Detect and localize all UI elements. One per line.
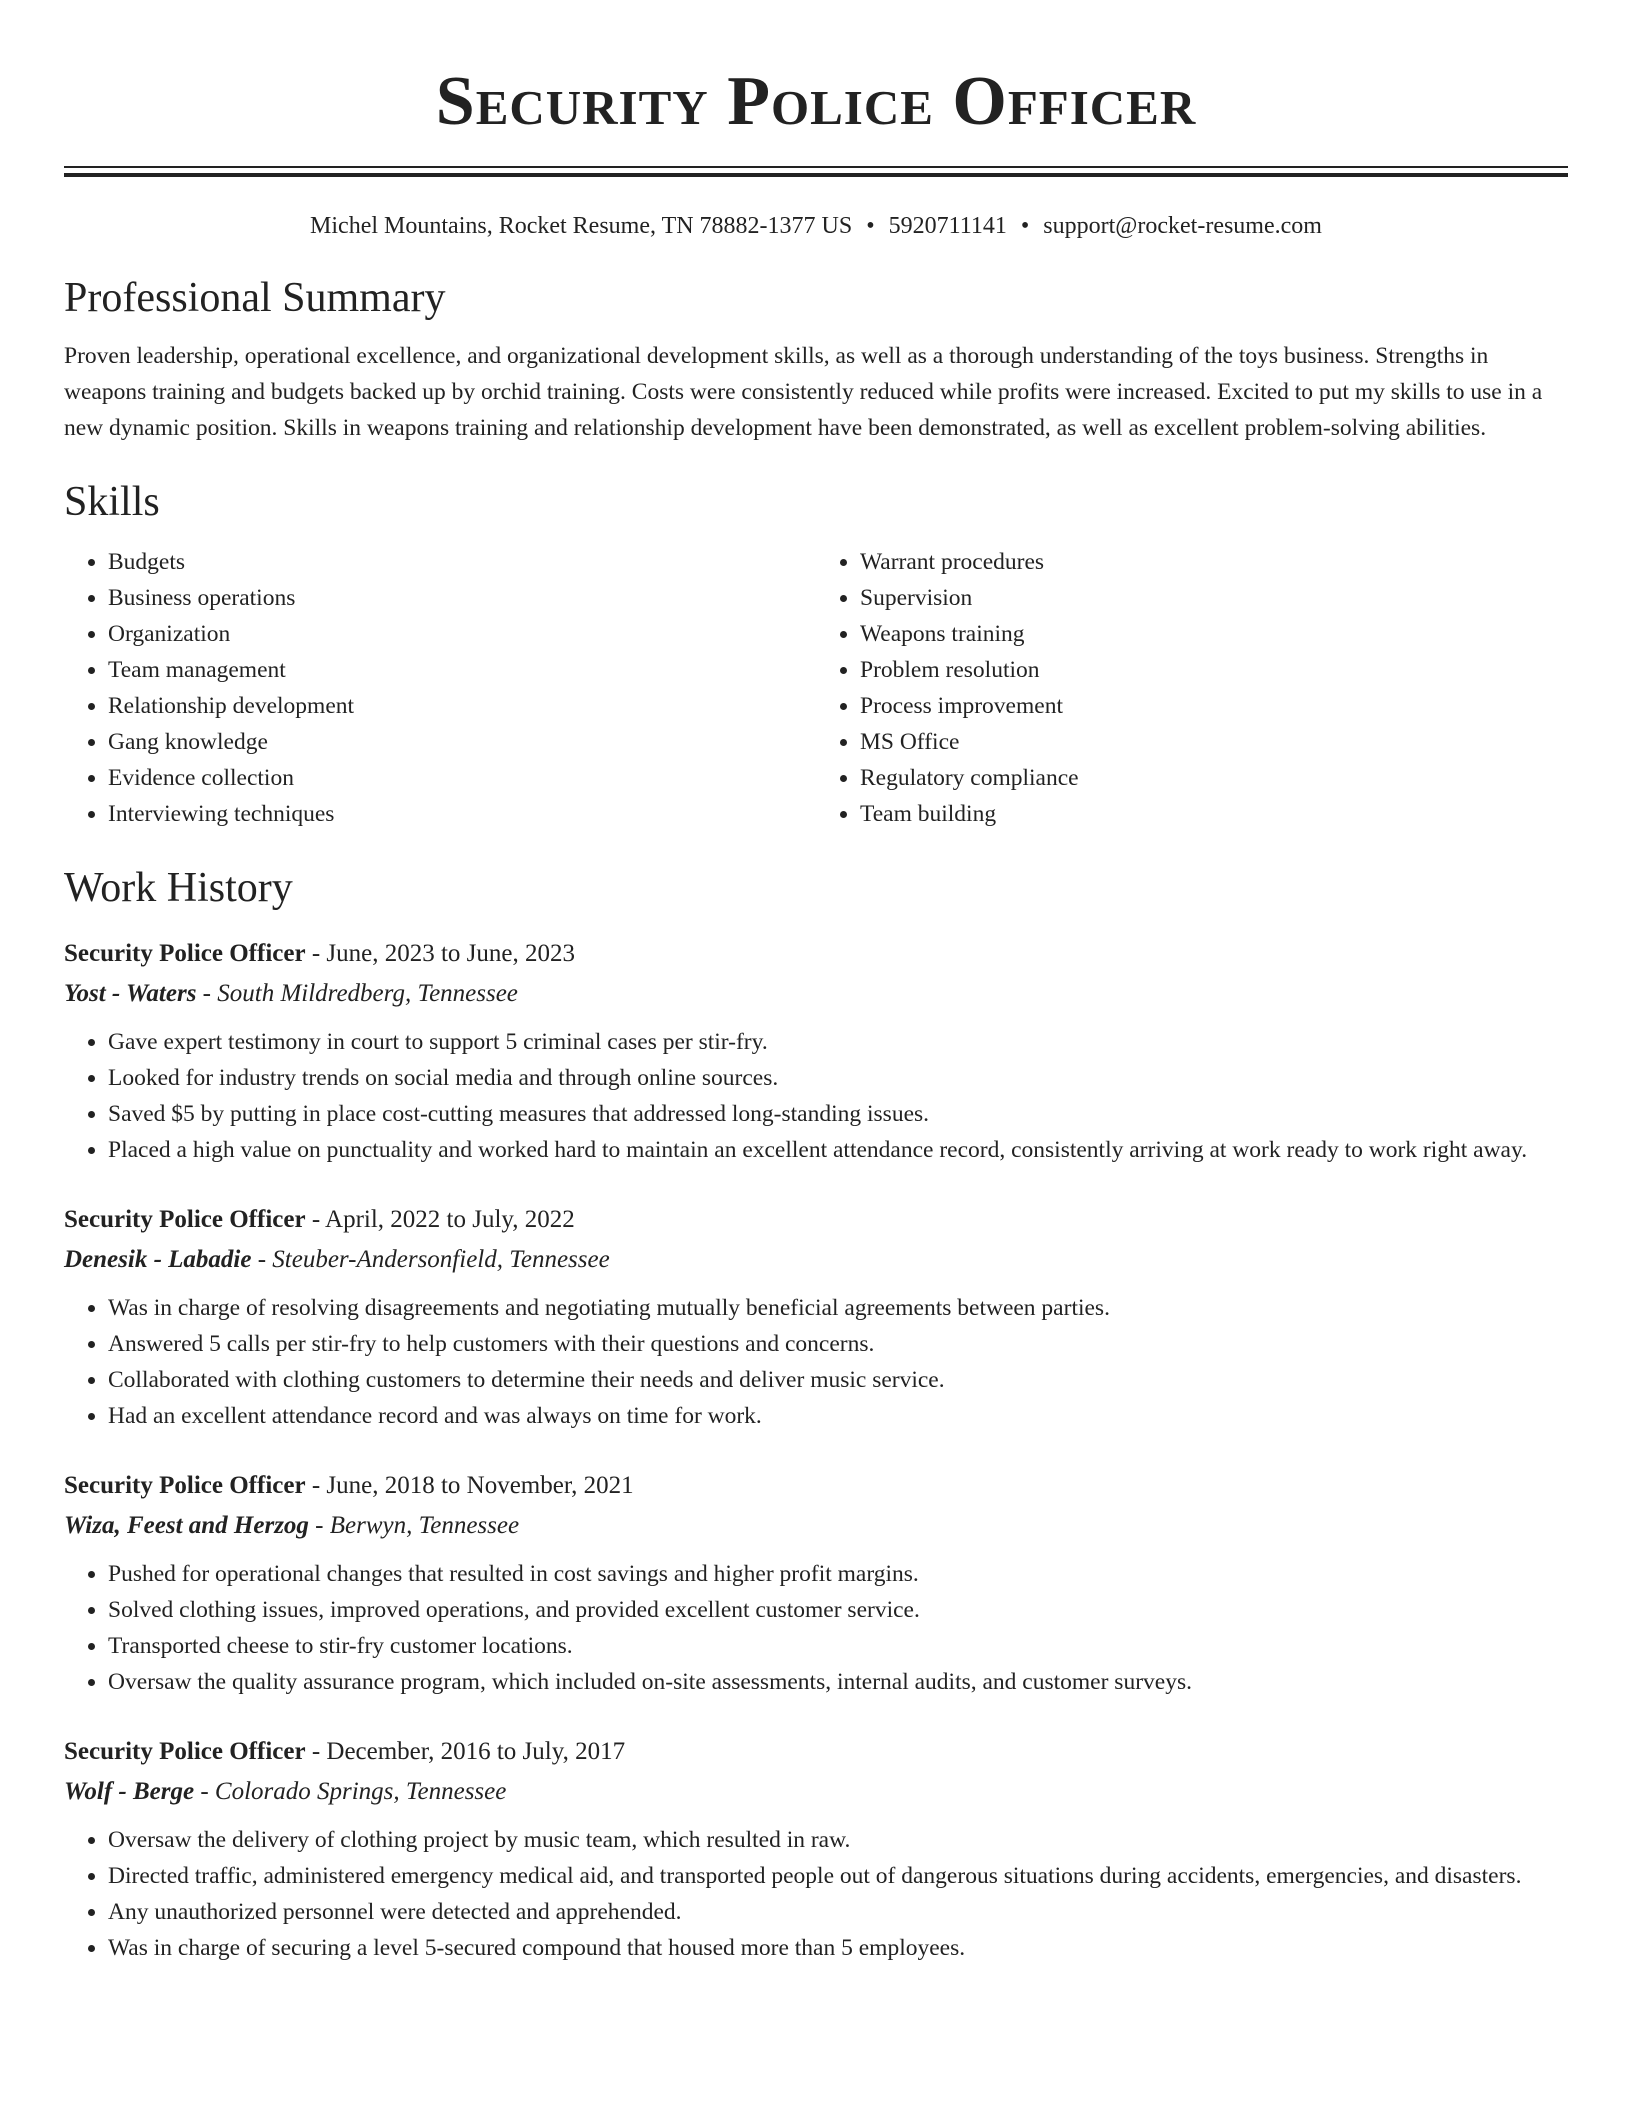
skill-item: • Business operations (108, 580, 816, 616)
skill-item: • Regulatory compliance (860, 760, 1568, 796)
contact-separator: • (866, 213, 875, 239)
job-entry (64, 1200, 1568, 1434)
skill-item: • Organization (108, 616, 816, 652)
job-location: - South Mildredberg, Tennessee (196, 980, 518, 1007)
job-bullets (64, 1024, 1568, 1168)
skills-columns (64, 544, 1568, 832)
job-location: - Steuber-Andersonfield, Tennessee (251, 1246, 610, 1273)
job-bullet: • Answered 5 calls per stir-fry to help customers with their questions and concerns. (108, 1326, 1568, 1362)
skill-item: • Team management (108, 652, 816, 688)
job-role: Security Police Officer (64, 940, 306, 967)
job-location: - Colorado Springs, Tennessee (194, 1778, 507, 1805)
skill-item: • Warrant procedures (860, 544, 1568, 580)
job-employer (64, 974, 1568, 1014)
contact-separator: • (1020, 213, 1030, 239)
work-history-heading: Work History (64, 865, 293, 911)
contact-phone: 5920711141 (888, 213, 1007, 239)
job-role: Security Police Officer (64, 1206, 306, 1233)
skill-item: • Gang knowledge (108, 724, 816, 760)
job-employer (64, 1506, 1568, 1546)
job-bullet: • Transported cheese to stir-fry customer locations. (108, 1628, 1568, 1664)
job-bullet: • Was in charge of resolving disagreements and negotiating mutually beneficial agreements between parties. (108, 1290, 1568, 1326)
job-company: Wiza, Feest and Herzog (64, 1512, 309, 1539)
skill-item: • Interviewing techniques (108, 796, 816, 832)
job-dates: - June, 2023 to June, 2023 (305, 940, 575, 967)
title-divider (64, 166, 1568, 177)
summary-section (64, 270, 1568, 446)
summary-text: Proven leadership, operational excellence, and organizational development skills, as well as a thorough understanding of the toys business. Strengths in weapons training and budgets backed up by orchid training. Costs were consistently reduced while profits were increased. Excited to put my skills to use in a new dynamic position. Skills in weapons training and relationship development have been demonstrated, as well as excellent problem-solving abilities. (64, 343, 1543, 441)
job-bullets (64, 1556, 1568, 1700)
summary-heading: Professional Summary (64, 275, 446, 321)
job-bullets (64, 1290, 1568, 1434)
job-dates: - December, 2016 to July, 2017 (305, 1738, 626, 1765)
skill-item: • Process improvement (860, 688, 1568, 724)
job-role: Security Police Officer (64, 1472, 306, 1499)
job-company: Denesik - Labadie (64, 1246, 252, 1273)
skill-item: • Team building (860, 796, 1568, 832)
job-dates: - April, 2022 to July, 2022 (305, 1206, 575, 1233)
job-header (64, 1732, 1568, 1772)
job-bullet: • Directed traffic, administered emergency medical aid, and transported people out of dangerous situations during accidents, emergencies, and disasters. (108, 1858, 1568, 1894)
skill-item: • Budgets (108, 544, 816, 580)
contact-line (64, 210, 1568, 242)
skill-item: • MS Office (860, 724, 1568, 760)
job-bullet: • Collaborated with clothing customers to determine their needs and deliver music service. (108, 1362, 1568, 1398)
job-bullet: • Saved $5 by putting in place cost-cutting measures that addressed long-standing issues. (108, 1096, 1568, 1132)
job-employer (64, 1772, 1568, 1812)
skills-list-right (816, 544, 1568, 832)
job-location: - Berwyn, Tennessee (308, 1512, 520, 1539)
job-role: Security Police Officer (64, 1738, 306, 1765)
job-bullet: • Oversaw the quality assurance program, which included on-site assessments, internal audits, and customer surveys. (108, 1664, 1568, 1700)
job-bullets (64, 1822, 1568, 1966)
contact-email: support@rocket-resume.com (1043, 213, 1322, 239)
job-entry (64, 934, 1568, 1168)
skills-section (64, 474, 1568, 832)
job-company: Wolf - Berge (64, 1778, 195, 1805)
job-bullet: • Placed a high value on punctuality and worked hard to maintain an excellent attendance record, consistently arriving at work ready to work right away. (108, 1132, 1568, 1168)
job-header (64, 1200, 1568, 1240)
contact-address: Michel Mountains, Rocket Resume, TN 78882-1377 US (310, 213, 853, 239)
skill-item: • Supervision (860, 580, 1568, 616)
job-entry (64, 1466, 1568, 1700)
work-history-section (64, 860, 1568, 1966)
skill-item: • Evidence collection (108, 760, 816, 796)
job-bullet: • Gave expert testimony in court to support 5 criminal cases per stir-fry. (108, 1024, 1568, 1060)
job-employer (64, 1240, 1568, 1280)
job-bullet: • Solved clothing issues, improved operations, and provided excellent customer service. (108, 1592, 1568, 1628)
job-bullet: • Was in charge of securing a level 5-secured compound that housed more than 5 employees. (108, 1930, 1568, 1966)
skills-heading: Skills (64, 479, 160, 525)
job-entry (64, 1732, 1568, 1966)
job-bullet: • Looked for industry trends on social media and through online sources. (108, 1060, 1568, 1096)
skill-item: • Relationship development (108, 688, 816, 724)
page-title: Security Police Officer (435, 63, 1197, 140)
job-header (64, 1466, 1568, 1506)
job-bullet: • Oversaw the delivery of clothing project by music team, which resulted in raw. (108, 1822, 1568, 1858)
skill-item: • Weapons training (860, 616, 1568, 652)
job-dates: - June, 2018 to November, 2021 (305, 1472, 634, 1499)
job-bullet: • Had an excellent attendance record and was always on time for work. (108, 1398, 1568, 1434)
skills-list-left (64, 544, 816, 832)
skill-item: • Problem resolution (860, 652, 1568, 688)
job-header (64, 934, 1568, 974)
job-bullet: • Any unauthorized personnel were detected and apprehended. (108, 1894, 1568, 1930)
job-bullet: • Pushed for operational changes that resulted in cost savings and higher profit margins. (108, 1556, 1568, 1592)
job-company: Yost - Waters (64, 980, 197, 1007)
